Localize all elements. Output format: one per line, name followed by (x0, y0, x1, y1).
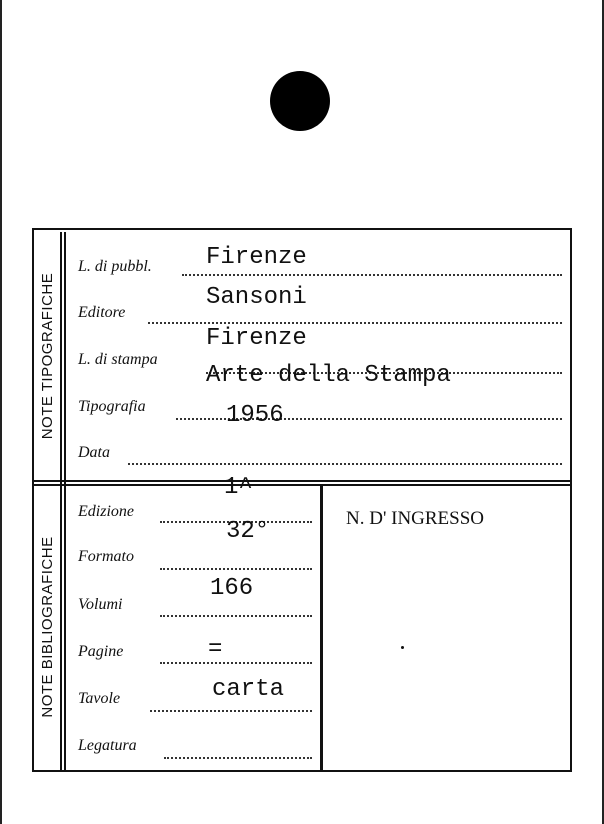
frame-divider-left (60, 232, 62, 770)
label-formato: Formato (78, 548, 134, 565)
value-volumi: 166 (210, 575, 254, 602)
line-legatura (164, 757, 312, 759)
label-volumi: Volumi (78, 596, 123, 613)
value-data: 1956 (226, 402, 284, 429)
label-luogo-pubblicazione: L. di pubbl. (78, 258, 152, 275)
value-luogo-pubblicazione: Firenze (206, 244, 307, 271)
section-label-bibliografiche: NOTE BIBLIOGRAFICHE (39, 536, 56, 718)
value-luogo-stampa: Firenze (206, 325, 307, 352)
section-label-tipografiche: NOTE TIPOGRAFICHE (39, 272, 56, 440)
line-formato (160, 568, 312, 570)
line-pagine (160, 662, 312, 664)
ink-speck (401, 646, 404, 649)
line-tavole (150, 710, 312, 712)
frame-divider-left-2 (64, 232, 66, 770)
section-divider (34, 480, 570, 482)
label-pagine: Pagine (78, 643, 124, 660)
line-volumi (160, 615, 312, 617)
value-tipografia: Arte della Stampa (206, 362, 451, 389)
label-editore: Editore (78, 304, 126, 321)
punch-hole (270, 71, 330, 131)
value-editore: Sansoni (206, 284, 307, 311)
line-data (128, 463, 562, 465)
value-formato: 32° (226, 518, 270, 545)
section-divider-2 (34, 484, 570, 486)
value-pagine: = (208, 636, 223, 663)
label-tipografia: Tipografia (78, 398, 146, 415)
value-tavole: carta (212, 676, 285, 703)
label-tavole: Tavole (78, 690, 121, 707)
ingresso-divider (320, 486, 323, 770)
label-luogo-stampa: L. di stampa (78, 351, 158, 368)
ingresso-label: N. D' INGRESSO (346, 508, 485, 529)
label-legatura: Legatura (78, 737, 137, 754)
line-luogo-pubblicazione (182, 274, 562, 276)
label-data: Data (78, 444, 110, 461)
value-edizione: 1^ (224, 474, 253, 501)
label-edizione: Edizione (78, 503, 134, 520)
line-editore (148, 322, 562, 324)
